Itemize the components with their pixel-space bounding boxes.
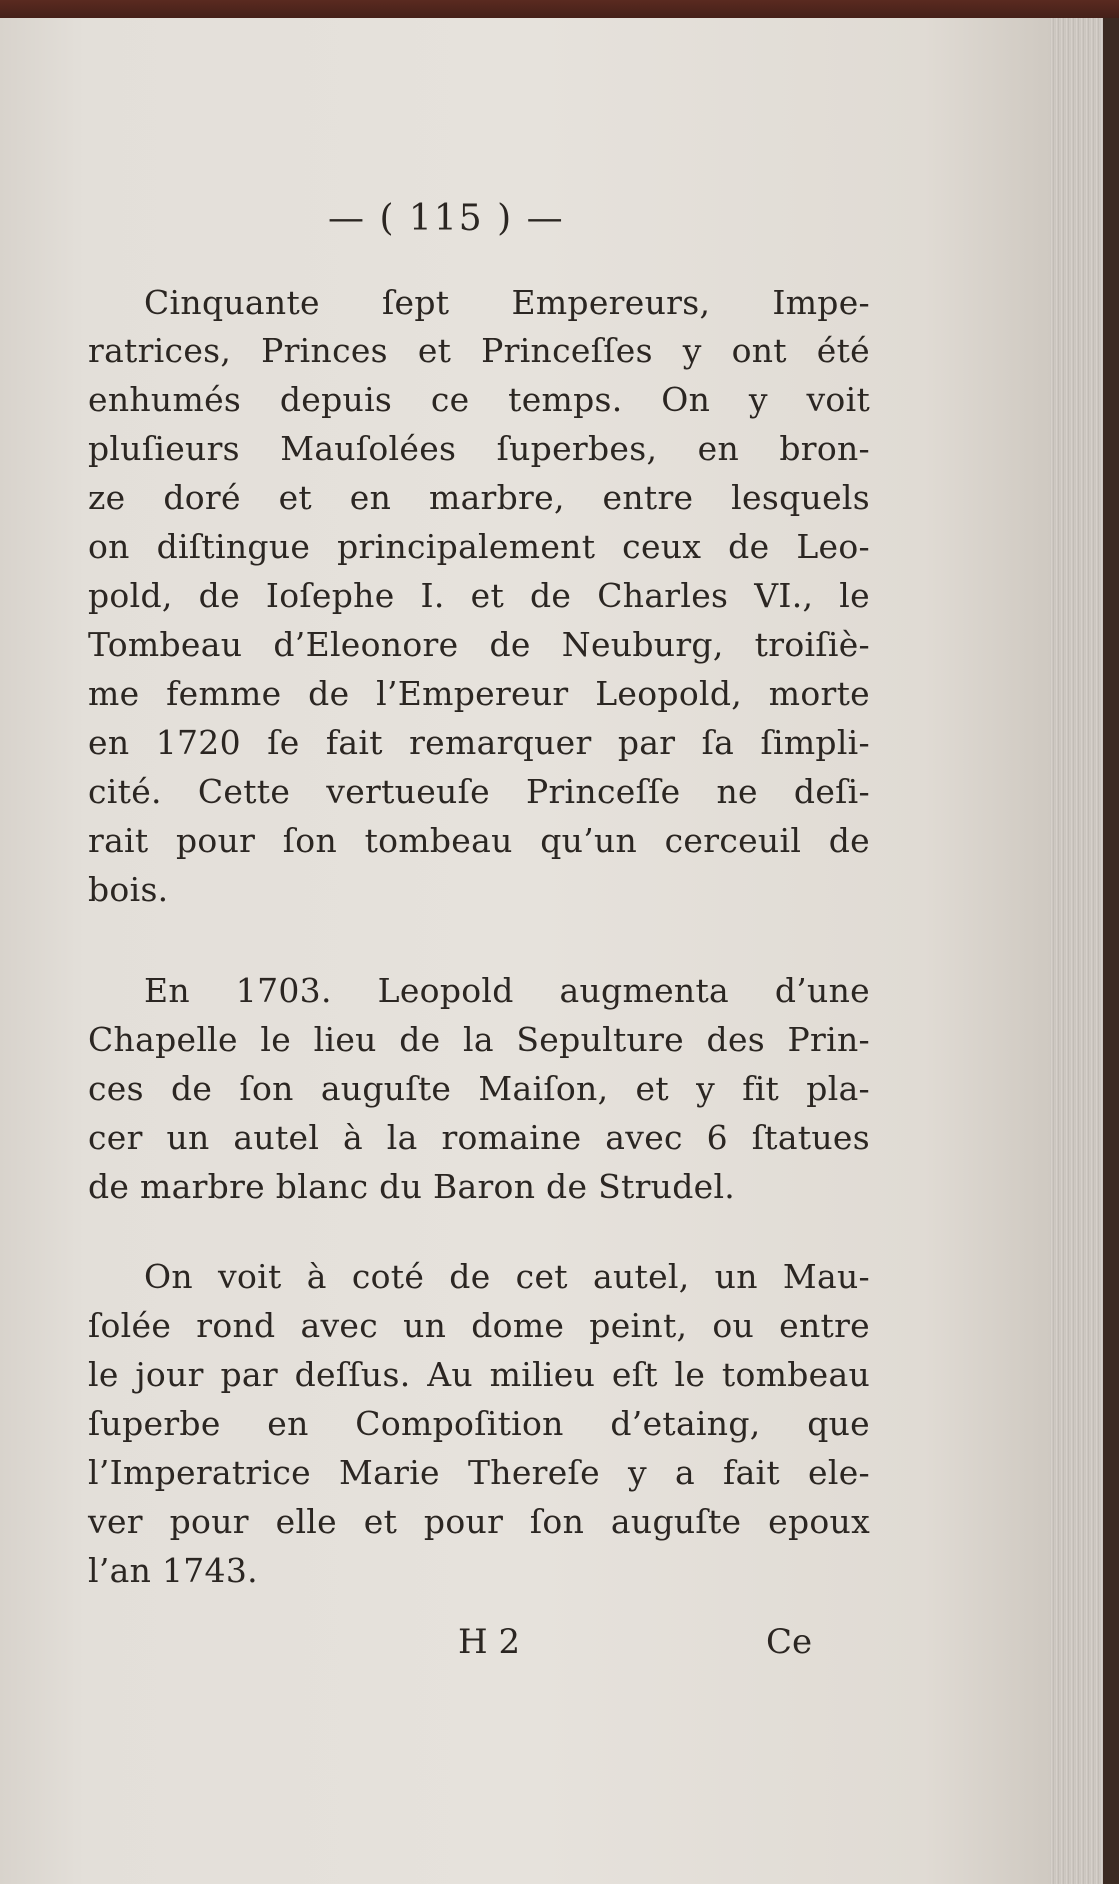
text-line: rait pour ſon tombeau qu’un cerceuil de xyxy=(88,821,870,860)
text-line: le jour par deſſus. Au milieu eſt le tombeau xyxy=(88,1355,870,1394)
text-line: l’an 1743. xyxy=(88,1551,258,1590)
text-line: Chapelle le lieu de la Sepulture des Prin- xyxy=(88,1020,870,1059)
text-line: ratrices, Princes et Princeſſes y ont été xyxy=(88,331,870,370)
text-line: enhumés depuis ce temps. On y voit xyxy=(88,380,870,419)
page-sheet xyxy=(0,18,1050,1884)
text-line: cer un autel à la romaine avec 6 ſtatues xyxy=(88,1118,870,1157)
page-header: — ( 115 ) — xyxy=(328,198,565,239)
text-line: l’Imperatrice Marie Thereſe y a fait ele- xyxy=(88,1453,870,1492)
text-line: ſolée rond avec un dome peint, ou entre xyxy=(88,1306,870,1345)
text-line: pold, de Ioſephe I. et de Charles VI., le xyxy=(88,576,870,615)
text-line: cité. Cette vertueuſe Princeſſe ne deſi- xyxy=(88,772,870,811)
catchword: Ce xyxy=(766,1622,813,1662)
text-line: Tombeau d’Eleonore de Neuburg, troiſiè- xyxy=(88,625,870,664)
text-line: ver pour elle et pour ſon auguſte epoux xyxy=(88,1502,870,1541)
text-line: On voit à coté de cet autel, un Mau- xyxy=(144,1257,870,1296)
text-line: on diſtingue principalement ceux de Leo- xyxy=(88,527,870,566)
text-line: En 1703. Leopold augmenta d’une xyxy=(144,971,870,1010)
text-line: me femme de l’Empereur Leopold, morte xyxy=(88,674,870,713)
text-line: ſuperbe en Compoſition d’etaing, que xyxy=(88,1404,870,1443)
text-line: pluſieurs Mauſolées ſuperbes, en bron- xyxy=(88,429,870,468)
text-line: en 1720 ſe fait remarquer par ſa ſimpli- xyxy=(88,723,870,762)
text-line: ze doré et en marbre, entre lesquels xyxy=(88,478,870,517)
text-line: ces de ſon auguſte Maiſon, et y fit pla- xyxy=(88,1069,870,1108)
book-cover-edge xyxy=(1103,18,1119,1884)
signature-mark: H 2 xyxy=(458,1622,521,1662)
text-line: bois. xyxy=(88,870,169,909)
text-line: de marbre blanc du Baron de Strudel. xyxy=(88,1167,736,1206)
text-line: Cinquante ſept Empereurs, Impe- xyxy=(144,283,870,322)
